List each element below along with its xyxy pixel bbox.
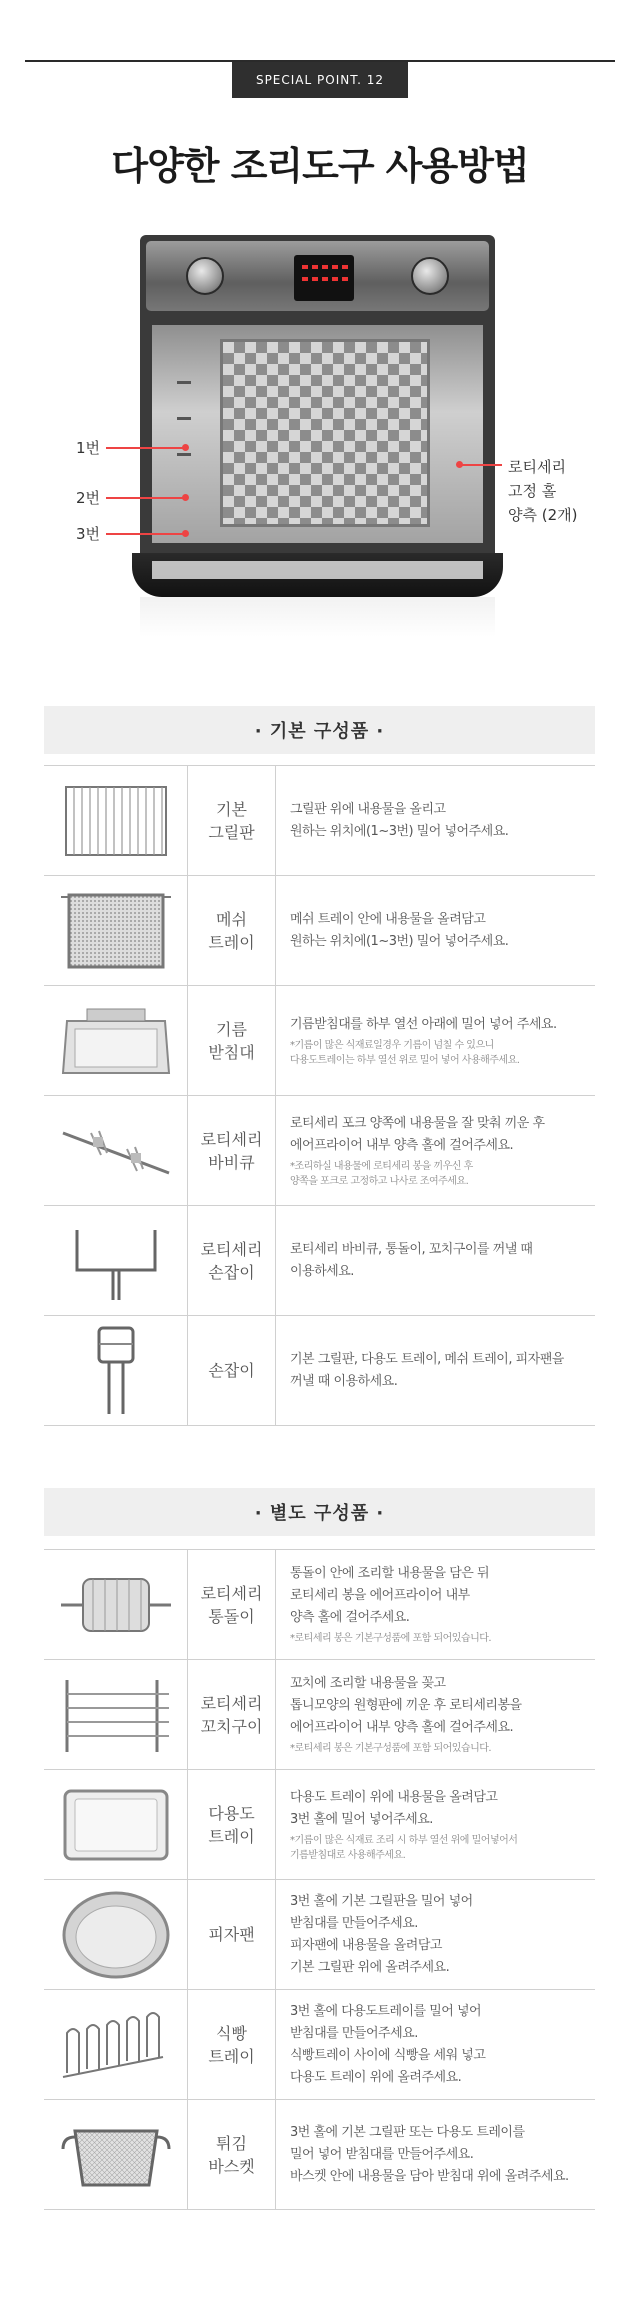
item-name: 기본 그릴판: [188, 766, 276, 875]
item-name: 식빵 트레이: [188, 1990, 276, 2099]
extra-section-heading: · 별도 구성품 ·: [44, 1488, 595, 1536]
wire-grill-rack-icon: [60, 781, 172, 861]
multi-tray-icon: [57, 1783, 175, 1867]
item-description: 메쉬 트레이 안에 내용물을 올려담고 원하는 위치에(1~3번) 밀어 넣어주세요.: [290, 911, 509, 949]
rotisserie-fork-icon: [57, 1111, 175, 1191]
item-name: 로티세리 손잡이: [188, 1206, 276, 1315]
item-description: 로티세리 포크 양쪽에 내용물을 잘 맞춰 끼운 후 에어프라이어 내부 양측 홀에 걸어주세요.: [290, 1115, 545, 1153]
mesh-tray-icon: [57, 887, 175, 975]
item-description: 3번 홀에 기본 그릴판을 밀어 넣어 받침대를 만들어주세요. 피자팬에 내용물을 올려담고 기본 그릴판 위에 올려주세요.: [290, 1893, 473, 1975]
oven-illustration: [140, 235, 495, 620]
item-description: 기본 그릴판, 다용도 트레이, 메쉬 트레이, 피자팬을 꺼낼 때 이용하세요.: [290, 1351, 564, 1389]
table-row: [44, 766, 595, 876]
left-knob-icon: [186, 257, 224, 295]
rack-label-1: 1번: [76, 439, 101, 457]
oven-door: [132, 553, 503, 597]
item-description: 기름받침대를 하부 열선 아래에 밀어 넣어 주세요.: [290, 1016, 557, 1032]
digital-display: [294, 255, 354, 301]
rotisserie-basket-icon: [57, 1565, 175, 1645]
item-description: 다용도 트레이 위에 내용물을 올려담고 3번 홀에 밀어 넣어주세요.: [290, 1789, 498, 1827]
item-description: 그릴판 위에 내용물을 올리고 원하는 위치에(1~3번) 밀어 넣어주세요.: [290, 801, 509, 839]
table-row: [44, 2100, 595, 2210]
right-knob-icon: [411, 257, 449, 295]
item-name: 다용도 트레이: [188, 1770, 276, 1879]
item-name: 로티세리 통돌이: [188, 1550, 276, 1659]
table-row: [44, 1770, 595, 1880]
rack-leader-3: [106, 533, 184, 535]
rack-leader-1: [106, 447, 184, 449]
item-note: *기름이 많은 식재료 조리 시 하부 열선 위에 밀어넣어서 기름받침대로 사용해주세요.: [290, 1834, 518, 1861]
table-row: [44, 1990, 595, 2100]
rack-leader-2: [106, 497, 184, 499]
item-description: 3번 홀에 다용도트레이를 밀어 넣어 받침대를 만들어주세요. 식빵트레이 사이에 식빵을 세워 넣고 다용도 트레이 위에 올려주세요.: [290, 2003, 486, 2085]
basic-section-heading: · 기본 구성품 ·: [44, 706, 595, 754]
table-row: [44, 1316, 595, 1426]
control-panel: [146, 241, 489, 311]
pizza-pan-icon: [57, 1887, 175, 1983]
item-description: 통돌이 안에 조리할 내용물을 담은 뒤 로티세리 봉을 에어프라이어 내부 양측 홀에 걸어주세요.: [290, 1566, 490, 1625]
fry-basket-icon: [57, 2115, 175, 2195]
table-row: [44, 1660, 595, 1770]
item-name: 로티세리 꼬치구이: [188, 1660, 276, 1769]
extra-components-table: [44, 1549, 595, 2210]
item-name: 기름 받침대: [188, 986, 276, 1095]
item-note: *로티세리 봉은 기본구성품에 포함 되어있습니다.: [290, 1633, 492, 1644]
skewer-rack-icon: [57, 1670, 175, 1760]
oven-cavity: [152, 325, 483, 543]
table-row: [44, 1096, 595, 1206]
oven-body: [140, 235, 495, 575]
rotisserie-leader: [460, 464, 502, 466]
rack-label-2: 2번: [76, 489, 101, 507]
item-description: 3번 홀에 기본 그릴판 또는 다용도 트레이를 밀어 넣어 받침대를 만들어주세요. 바스켓 안에 내용물을 담아 받침대 위에 올려주세요.: [290, 2124, 569, 2184]
page-title: 다양한 조리도구 사용방법: [111, 144, 529, 188]
item-name: 메쉬 트레이: [188, 876, 276, 985]
table-row: [44, 986, 595, 1096]
item-note: *조리하실 내용물에 로티세리 봉을 끼우신 후 양쪽을 포크로 고정하고 나사로 조여주세요.: [290, 1160, 473, 1187]
table-row: [44, 876, 595, 986]
item-name: 튀김 바스켓: [188, 2100, 276, 2209]
drip-pan-icon: [57, 1001, 175, 1081]
table-row: [44, 1206, 595, 1316]
toast-rack-icon: [57, 2003, 175, 2087]
special-point-badge: SPECIAL POINT. 12: [232, 62, 408, 98]
basic-components-table: [44, 765, 595, 1426]
item-description: 로티세리 바비큐, 통돌이, 꼬치구이를 꺼낼 때 이용하세요.: [290, 1241, 533, 1279]
rotisserie-handle-icon: [57, 1216, 175, 1306]
rack-label-3: 3번: [76, 525, 101, 543]
item-note: *기름이 많은 식재료일경우 기름이 넘칠 수 있으니 다용도트레이는 하부 열선 위로 밀어 넣어 사용해주세요.: [290, 1039, 520, 1066]
item-name: 로티세리 바비큐: [188, 1096, 276, 1205]
table-row: [44, 1550, 595, 1660]
table-row: [44, 1880, 595, 1990]
grill-rack: [220, 339, 430, 527]
tray-handle-icon: [57, 1324, 175, 1418]
item-name: 손잡이: [188, 1316, 276, 1425]
item-name: 피자팬: [188, 1880, 276, 1989]
item-note: *로티세리 봉은 기본구성품에 포함 되어있습니다.: [290, 1743, 492, 1754]
item-description: 꼬치에 조리할 내용물을 꽂고 톱니모양의 원형판에 끼운 후 로티세리봉을 에어프라이어 내부 양측 홀에 걸어주세요.: [290, 1676, 522, 1735]
rotisserie-callout: 로티세리 고정 홀 양측 (2개): [508, 458, 578, 524]
